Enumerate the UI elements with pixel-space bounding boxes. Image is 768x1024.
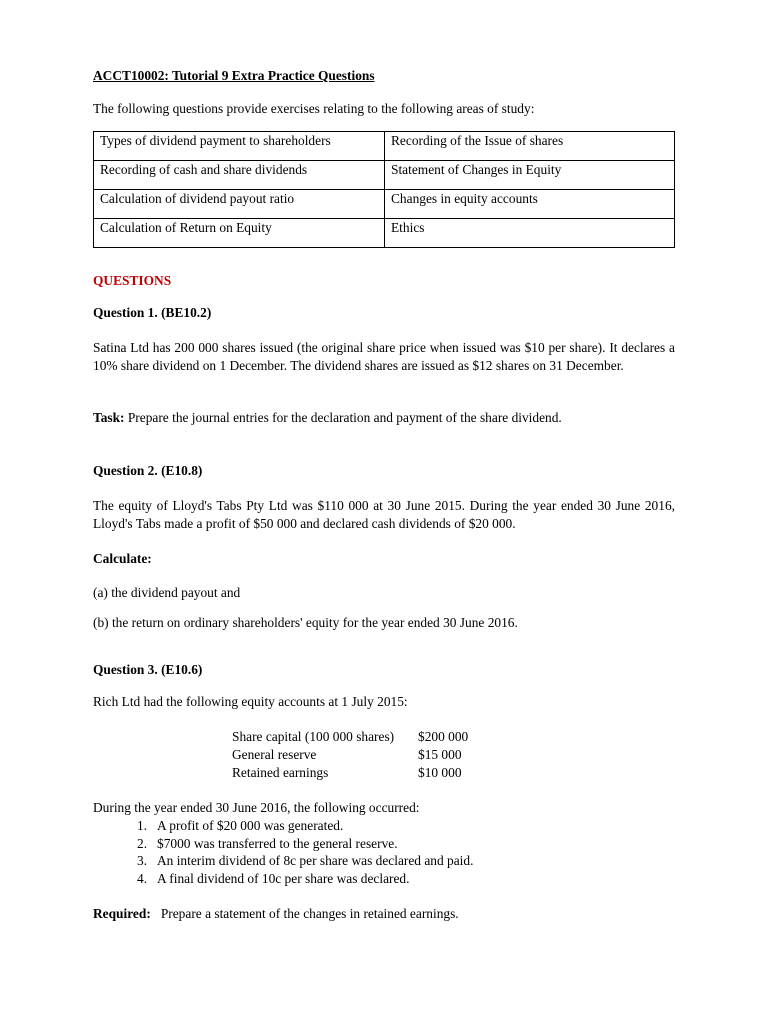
account-amount: $200 000 <box>418 729 469 744</box>
equity-account-row <box>232 728 468 746</box>
task-label: Task: <box>93 410 125 425</box>
list-text: $7000 was transferred to the general reserve. <box>157 835 398 851</box>
list-number: 1. <box>137 818 148 833</box>
question-1-body: Satina Ltd has 200 000 shares issued (the original share price when issued was $10 per share). It declares a 10% share dividend on 1 December. The dividend shares are issued as $12 shares on 31 December. <box>93 340 675 373</box>
list-item <box>137 870 473 888</box>
question-1-task <box>93 409 562 427</box>
events-list <box>137 817 473 887</box>
questions-heading: QUESTIONS <box>93 273 172 288</box>
table-row <box>94 219 675 248</box>
list-text: An interim dividend of 8c per share was declared and paid. <box>157 853 474 868</box>
account-name: Retained earnings <box>232 765 329 780</box>
question-2-heading: Question 2. (E10.8) <box>93 463 203 478</box>
list-number: 4. <box>137 870 148 886</box>
required-text: Prepare a statement of the changes in retained earnings. <box>150 906 459 921</box>
table-cell: Types of dividend payment to shareholders <box>94 132 385 161</box>
required-label: Required: <box>93 906 151 921</box>
equity-account-row <box>232 764 468 782</box>
table-cell: Statement of Changes in Equity <box>385 161 675 190</box>
table-row <box>94 132 675 161</box>
table-row <box>94 161 675 190</box>
equity-accounts-list <box>232 728 468 782</box>
list-item <box>137 817 473 835</box>
table-cell: Calculation of Return on Equity <box>94 219 385 248</box>
question-2-body: The equity of Lloyd's Tabs Pty Ltd was $110 000 at 30 June 2015. During the year ended 30 June 2016, Lloyd's Tabs made a profit of $50 000 and declared cash dividends of $20 000. <box>93 498 675 531</box>
task-text: Prepare the journal entries for the declaration and payment of the share dividend. <box>124 410 562 425</box>
table-row <box>94 190 675 219</box>
table-cell: Calculation of dividend payout ratio <box>94 190 385 219</box>
question-3-heading: Question 3. (E10.6) <box>93 662 203 677</box>
document-title: ACCT10002: Tutorial 9 Extra Practice Questions <box>93 68 375 83</box>
list-number: 3. <box>137 853 148 868</box>
account-name: General reserve <box>232 747 317 762</box>
list-number: 2. <box>137 835 148 851</box>
question-2-part-b: (b) the return on ordinary shareholders' equity for the year ended 30 June 2016. <box>93 615 518 630</box>
question-3-intro: Rich Ltd had the following equity accounts at 1 July 2015: <box>93 694 408 709</box>
question-1-heading: Question 1. (BE10.2) <box>93 305 212 320</box>
table-cell: Changes in equity accounts <box>385 190 675 219</box>
question-3-required <box>93 905 459 923</box>
study-areas-table <box>93 131 675 248</box>
table-cell: Recording of the Issue of shares <box>385 132 675 161</box>
list-item <box>137 852 473 870</box>
list-text: A profit of $20 000 was generated. <box>157 818 344 833</box>
equity-account-row <box>232 746 468 764</box>
table-cell: Recording of cash and share dividends <box>94 161 385 190</box>
account-name: Share capital (100 000 shares) <box>232 729 395 744</box>
account-amount: $10 000 <box>418 765 462 780</box>
calculate-label: Calculate: <box>93 551 152 566</box>
list-item <box>137 835 473 853</box>
question-2-part-a: (a) the dividend payout and <box>93 585 241 600</box>
list-text: A final dividend of 10c per share was declared. <box>157 870 410 886</box>
table-cell: Ethics <box>385 219 675 248</box>
account-amount: $15 000 <box>418 747 462 762</box>
intro-text: The following questions provide exercises relating to the following areas of study: <box>93 101 535 116</box>
events-intro: During the year ended 30 June 2016, the following occurred: <box>93 800 420 815</box>
